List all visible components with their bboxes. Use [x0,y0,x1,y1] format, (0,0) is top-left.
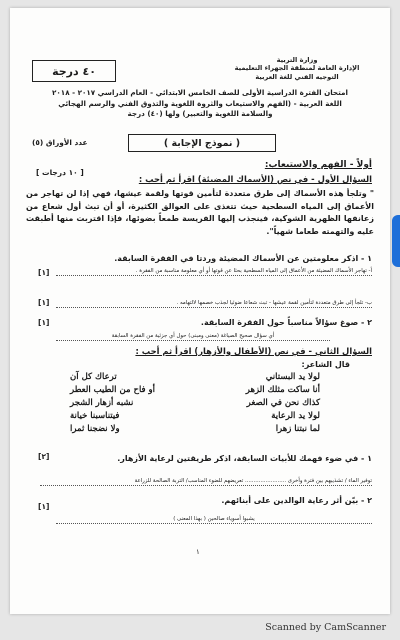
answer-text: يشبوا أسوياء صالحين ( بهذا المعنى ) [56,516,372,524]
ministry-header [222,56,372,81]
exam-line: والسلامة اللغوية والتعبير) ولها (٤٠) درجة [127,109,273,119]
answer-text: أي سؤال صحيح الصياغة (معنى ومبنى) حول أي جزئية من الفقرة السابقة [56,333,330,341]
poem-hemistich: لما نبتنا زهرا [275,424,320,434]
question-prompt: ١ - في ضوء فهمك للأبيات السابقة، اذكر طريقتين لرعاية الأزهار. [117,454,372,463]
poem-verse [70,398,320,411]
question-title: السؤال الثاني - في نص (الأطفال والأزهار) اقرأ ثم أجب : [135,346,372,356]
poem-hemistich: فيتناسبنا خيانة [70,411,120,421]
passage-text: " وتلجأ هذه الأسماك إلى طرق متعددة لتأمين قوتها ولقمة عيشها، فهي إذا لن تهاجر من الأعماق إلى المياه السطحية حيث تتغذى على العوالق الكثيرة، أو أن تبث أول شعاع من زعانفها الظهرية الشوكية، فينجذب إليها الفريسة طمعاً بضوئها، فإذا اقتربت منها أطبقت عليه والتهمته طعاما شهياً". [26,189,374,236]
poem [70,372,320,437]
question-prompt: ٢ - بيّن أثر رعاية الوالدين على أبنائهم. [221,496,372,505]
poem-hemistich: أو فاح من الطيب العطر [70,385,156,395]
poem-verse [70,424,320,437]
answer-text: ب- تلجأ إلى طرق متعددة لتأمين لقمة عيشها - تبث شعاعا ضوئيا لجذب خصمها لالتهامه . [56,300,372,308]
answer-text: توفير الماء / تشذيبهم بين فترة وأخرى ........................ تعريضهم للضوء المناسب/ التربة الصالحة للزراعة [40,478,372,486]
answer-mark: [٢] [38,452,50,461]
answer-model-title: ( نموذج الإجابة ) [128,134,276,152]
exam-paper [10,8,390,614]
poem-verse [70,411,320,424]
question-prompt: ٢ - صوغ سؤالاً مناسباً حول الفقرة السابقة. [200,318,372,327]
poem-hemistich: ولا نضجنا ثمرا [70,424,120,434]
poem-hemistich: نشبه أزهار الشجر [70,398,134,408]
question-title: السؤال الأول - في نص (الأسماك المضيئة) اقرأ ثم أجب : [138,174,372,184]
poem-hemistich: لولا يد الرعاية [271,411,320,421]
exam-line: امتحان الفترة الدراسية الأولى للصف الخامس الابتدائي - العام الدراسي ٢٠١٧ - ٢٠١٨ [52,88,348,97]
answer-mark: [١] [38,318,50,327]
section-title: أولاً - الفهم والاستيعاب: [264,160,372,170]
poem-hemistich: أنا ساكت مثلك الزهر [245,385,320,395]
ministry-line: وزارة التربية [276,56,318,64]
poem-hemistich: ترعاك كل آن [70,372,117,382]
pages-count: عدد الأوراق (٥) [32,138,88,147]
page-number: ١ [196,548,200,556]
question-marks: [ ١٠ درجات ] [36,168,84,177]
answer-mark: [١] [38,268,50,277]
poet-intro: قال الشاعر: [301,360,350,369]
ministry-line: الإدارة العامة لمنطقة الجهراء التعليمية [234,64,360,73]
ministry-line: التوجيه الفني للغة العربية [255,72,339,81]
scanner-watermark: Scanned by CamScanner [265,622,386,633]
poem-verse [70,385,320,398]
exam-line: اللغة العربية - (الفهم والاستيعاب والثروة اللغوية والتذوق الفني والرسم الهجائي [58,98,342,108]
score-box: ٤٠ درجة [32,60,116,82]
side-tab[interactable] [392,215,400,267]
answer-mark: [١] [38,298,50,307]
answer-text: أ- تهاجر الأسماك المضيئة من الأعماق إلى المياه السطحية بحثا عن قوتها أو أي معلومة مناسبة من الفقرة . [56,268,372,276]
poem-hemistich: كذاك نحن في الصغر [246,398,320,408]
answer-mark: [١] [38,502,50,511]
poem-hemistich: لولا يد البستاني [265,372,320,382]
poem-verse [70,372,320,385]
question-prompt: ١ - اذكر معلومتين عن الأسماك المضيئة وردتا في الفقرة السابقة. [114,254,372,263]
exam-heading [24,88,376,120]
